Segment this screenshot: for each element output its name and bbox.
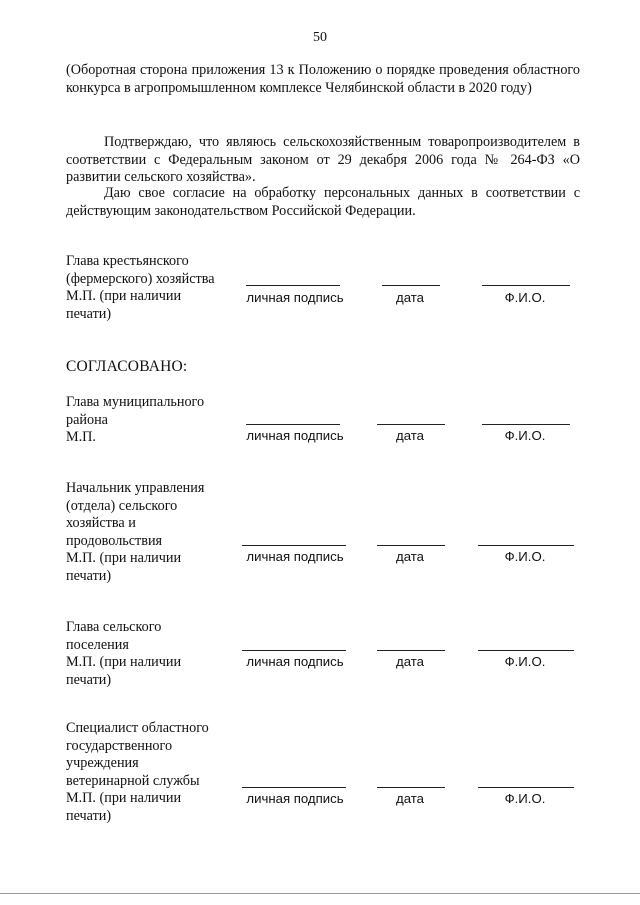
label-line: учреждения	[66, 755, 139, 771]
signature-caption: личная подпись	[246, 428, 344, 443]
approver-label	[66, 619, 236, 689]
label-line: М.П. (при наличии	[66, 550, 182, 566]
signature-caption: личная подпись	[246, 654, 344, 669]
label-line: печати)	[66, 807, 112, 824]
name-line	[478, 787, 574, 788]
label-line: хозяйства и	[66, 515, 136, 531]
approver-label	[66, 480, 236, 585]
date-line	[377, 545, 445, 546]
label-line: продовольствия	[66, 532, 163, 549]
date-line	[377, 650, 445, 651]
signature-line	[246, 424, 340, 425]
signature-line	[242, 545, 346, 546]
name-caption: Ф.И.О.	[504, 549, 546, 564]
confirmation-paragraph: Подтверждаю, что являюсь сельскохозяйственным товаропроизводителем в соответствии с Федеральным законом от 29 декабря 2006 года № 264-ФЗ «О развитии сельского хозяйства».	[66, 134, 580, 185]
date-caption: дата	[396, 290, 424, 305]
signature-caption: личная подпись	[246, 290, 344, 305]
signature-line	[246, 285, 340, 286]
name-line	[478, 650, 574, 651]
date-line	[377, 424, 445, 425]
appendix-note: (Оборотная сторона приложения 13 к Положению о порядке проведения областного конкурса в агропромышленном комплексе Челябинской области в 2020 году)	[66, 62, 580, 96]
date-caption: дата	[396, 549, 424, 564]
date-caption: дата	[396, 428, 424, 443]
date-line	[382, 285, 440, 286]
name-caption: Ф.И.О.	[504, 290, 546, 305]
label-line: печати)	[66, 671, 112, 688]
approver-label	[66, 720, 236, 825]
date-caption: дата	[396, 654, 424, 669]
name-line	[482, 424, 570, 425]
applicant-label	[66, 253, 236, 323]
label-line: (фермерского) хозяйства	[66, 270, 215, 287]
name-line	[482, 285, 570, 286]
consent-paragraph: Даю свое согласие на обработку персональных данных в соответствии с действующим законодательством Российской Федерации.	[66, 185, 580, 219]
label-line: М.П. (при наличии	[66, 654, 182, 670]
label-line: государственного	[66, 737, 173, 754]
name-caption: Ф.И.О.	[504, 654, 546, 669]
label-line: печати)	[66, 567, 112, 584]
page-number: 50	[313, 30, 327, 45]
label-line: Глава сельского	[66, 619, 162, 635]
label-line: М.П. (при наличии	[66, 790, 182, 806]
signature-caption: личная подпись	[246, 549, 344, 564]
label-line: Специалист областного	[66, 720, 209, 736]
name-caption: Ф.И.О.	[504, 791, 546, 806]
signature-caption: личная подпись	[246, 791, 344, 806]
agreed-heading: СОГЛАСОВАНО:	[66, 358, 188, 375]
label-line: печати)	[66, 305, 112, 322]
label-line: Глава муниципального	[66, 394, 205, 410]
label-line: Глава крестьянского	[66, 253, 189, 269]
name-caption: Ф.И.О.	[504, 428, 546, 443]
signature-line	[242, 787, 346, 788]
label-line: ветеринарной службы	[66, 772, 200, 789]
label-line: М.П. (при наличии	[66, 288, 182, 304]
label-line: района	[66, 411, 108, 428]
signature-line	[242, 650, 346, 651]
label-line: М.П.	[66, 429, 96, 445]
date-line	[377, 787, 445, 788]
label-line: поселения	[66, 636, 129, 653]
date-caption: дата	[396, 791, 424, 806]
name-line	[478, 545, 574, 546]
label-line: Начальник управления	[66, 480, 205, 496]
page-bottom-border	[0, 893, 640, 894]
approver-label	[66, 394, 236, 447]
label-line: (отдела) сельского	[66, 497, 178, 514]
